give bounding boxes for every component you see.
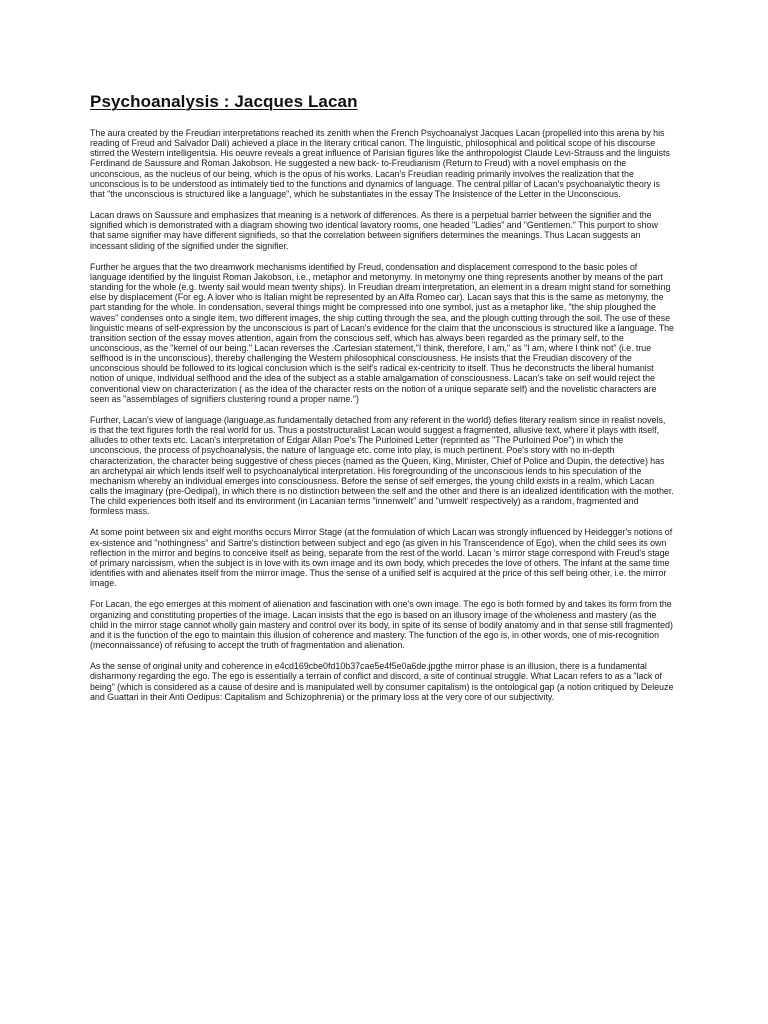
document-page xyxy=(90,92,674,713)
paragraph-1: The aura created by the Freudian interpretations reached its zenith when the French Psychoanalyst Jacques Lacan (propelled into this arena by his reading of Freud and Salvador Dali) achieved a place in the literary critical canon. The linguistic, philosophical and political scope of his discourse stirred the Western intelligentsia. His oeuvre reveals a great influence of Parisian figures like the anthropologist Claude Levi-Strauss and the linguists Ferdinand de Saussure and Roman Jakobson. He suggested a new back- to-Freudianism (Return to Freud) with a novel emphasis on the unconscious, as the nucleus of our being, which is the opus of his works. Lacan's Freudian reading primarily involves the realization that the unconscious is to be understood as intimately tied to the functions and dynamics of language. The central pillar of Lacan's psychoanalytic theory is that "the unconscious is structured like a language", which he substantiates in the essay The Insistence of the Letter in the Unconscious. xyxy=(90,128,670,199)
paragraph-4: Further, Lacan's view of language (language.as fundamentally detached from any referent in the world) defies literary realism since in realist novels, is that the text figures forth the real world for us. Thus a poststructuralist Lacan would suggest a fragmented, allusive text, where it plays with itself, alludes to other texts etc. Lacan's interpretation of Edgar Allan Poe's The Purloined Letter (reprinted as "The Purloined Poe") in which the unconscious, the process of psychoanalysis, the nature of language etc. come into play, is much pertinent. Poe's story with no in-depth characterization, the character being suggestive of chess pieces (named as the Queen, King, Minister, Chief of Police and Dupin, the detective) has an archetypal air which lends itself well to psychoanalytical interpretation. His foregrounding of the unconscious lends to his speculation of the mechanism whereby an individual emerges into consciousness. Before the sense of self emerges, the young child exists in a realm, which Lacan calls the imaginary (pre-Oedipal), in which there is no distinction between the self and the other and there is an idealized identification with the mother. The child experiences both itself and its environment (in Lacanian terms "innenwelt" and "umwelt' respectively) as a random, fragmented and formless mass. xyxy=(90,414,674,517)
paragraph-2: Lacan draws on Saussure and emphasizes that meaning is a network of differences. As there is a perpetual barrier between the signifier and the signified which is demonstrated with a diagram showing two identical lavatory rooms, one headed "Ladies" and "Gentlemen." This purport to show that same signifier may have different signifieds, so that the correlation between signifiers determines the meanings. Thus Lacan suggests an incessant sliding of the signified under the signifier. xyxy=(90,210,658,251)
paragraph-5: At some point between six and eight months occurs Mirror Stage (at the formulation of which Lacan was strongly influenced by Heidegger's notions of ex-sistence and "nothingness" and Sartre's distinction between subject and ego (as given in his Transcendence of Ego), when the child sees its own reflection in the mirror and begins to conceive itself as being, separate from the rest of the world. Lacan 's mirror stage correspond with Freud's stage of primary narcissism, when the subject is in love with its own image and its own body, which precedes the love of others. The infant at the same time identifies with and alienates itself from the mirror image. Thus the sense of a unified self is acquired at the price of this self being other, i.e. the mirror image. xyxy=(90,527,673,589)
document-title: Psychoanalysis : Jacques Lacan xyxy=(90,92,358,111)
paragraph-6: For Lacan, the ego emerges at this moment of alienation and fascination with one's own image. The ego is both formed by and takes its form from the organizing and constituting properties of the image. Lacan insists that the ego is based on an illusory image of the wholeness and mastery (as the child in the mirror stage cannot wholly gain mastery and control over its body, in spite of its sense of bodily anatomy and in that sense still fragmented) and it is the function of the ego to maintain this illusion of coherence and mastery. The function of the ego is, in other words, one of mis-recognition (meconnaissance) of refusing to accept the truth of fragmentation and alienation. xyxy=(90,599,673,651)
paragraph-7: As the sense of original unity and coherence in e4cd169cbe0fd10b37cae5e4f5e0a6de.jpgthe mirror phase is an illusion, there is a fundamental disharmony regarding the ego. The ego is essentially a terrain of conflict and discord, a site of continual struggle. What Lacan refers to as a "lack of being" (which is considered as a cause of desire and is manipulated well by consumer capitalism) is the ontological gap (a notion critiqued by Deleuze and Guattari in their Anti Oedipus: Capitalism and Schizophrenia) or the primary loss at the very core of our subjectivity. xyxy=(90,661,674,702)
paragraph-3: Further he argues that the two dreamwork mechanisms identified by Freud, condensation and displacement correspond to the basic poles of language identified by the linguist Roman Jakobson, i.e., metaphor and metonymy. In metonymy one thing represents another by means of the part standing for the whole (e.g. twenty sail would mean twenty ships). In Freudian dream interpretation, an element in a dream might stand for something else by displacement (For eg. A lover who is Italian might be represented by an Alfa Romeo car). Lacan says that this is the same as metonymy, the part standing for the whole. In condensation, several things might be compressed into one symbol, just as a metaphor like, "the ship ploughed the waves" condenses onto a single item, two different images, the ship cutting through the sea, and the plough cutting through the soil. The use of these linguistic means of self-expression by the unconscious is part of Lacan's evidence for the claim that the unconscious is structured like a language. The transition section of the essay moves attention, again from the conscious self, which has always been regarded as the primary self, to the unconscious, as the "kernel of our being." Lacan reverses the .Cartesian statement,"I think, therefore, I am," as "I am, where I think not" (i.e. true selfhood is in the unconscious), thereby challenging the Western philosophical consciousness. He insists that the Freudian discovery of the unconscious should be followed to its logical conclusion which is the self's radical ex-centricity to itself. Thus he deconstructs the liberal humanist notion of unique, individual selfhood and the idea of the subject as a stable amalgamation of consciousness. Lacan's take on self would reject the conventional view on characterization ( as the idea of the character rests on the notion of a unique separate self) and the novelistic characters are seen as "assemblages of signifiers clustering round a proper name.") xyxy=(90,261,674,404)
